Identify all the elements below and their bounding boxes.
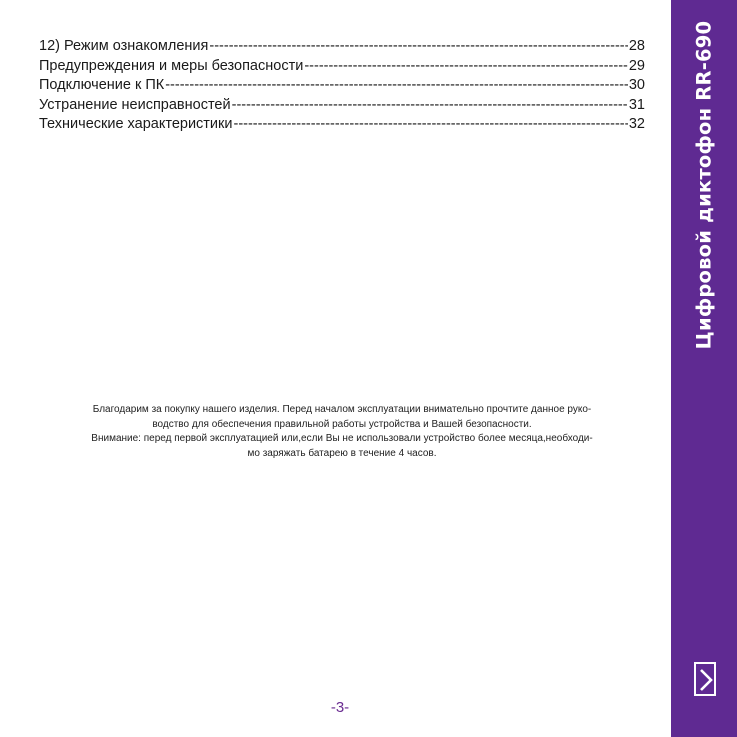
toc-entry-page: 28: [628, 38, 645, 54]
toc-leader: [304, 57, 628, 77]
toc-entry[interactable]: [39, 57, 645, 77]
toc-entry-page: 31: [628, 96, 645, 113]
toc-entry-page: 32: [628, 116, 645, 132]
toc-entry-label: 12) Режим ознакомления: [39, 38, 209, 54]
toc-leader: [232, 96, 628, 116]
toc-entry[interactable]: [39, 37, 645, 57]
intro-line: Внимание: перед первой эксплуатацией или,если Вы не использовали устройство более месяца,необходи-: [91, 433, 593, 445]
intro-note: [40, 403, 644, 461]
table-of-contents: [39, 37, 645, 135]
intro-line: водство для обеспечения правильной работы устройства и Вашей безопасности.: [152, 418, 532, 430]
toc-entry[interactable]: [39, 76, 645, 96]
toc-entry[interactable]: [39, 96, 645, 116]
toc-entry-page: 30: [628, 77, 645, 93]
chevron-right-icon: [698, 668, 714, 692]
side-title: Цифровой диктофон RR-690: [692, 20, 716, 350]
toc-entry-label: Подключение к ПК: [39, 77, 165, 93]
toc-entry-page: 29: [628, 57, 645, 74]
toc-entry[interactable]: [39, 115, 645, 135]
intro-line: Благодарим за покупку нашего изделия. Перед началом эксплуатации внимательно прочтите данное руко-: [92, 404, 592, 415]
toc-leader: [209, 37, 627, 57]
toc-entry-label: Устранение неисправностей: [39, 96, 231, 113]
toc-leader: [233, 115, 627, 135]
toc-entry-label: Технические характеристики: [39, 116, 233, 132]
page-number: -3-: [330, 699, 350, 716]
toc-leader: [165, 76, 628, 96]
toc-entry-label: Предупреждения и меры безопасности: [39, 57, 304, 74]
next-page-button[interactable]: [694, 662, 716, 696]
intro-line: мо заряжать батарею в течение 4 часов.: [247, 447, 437, 459]
